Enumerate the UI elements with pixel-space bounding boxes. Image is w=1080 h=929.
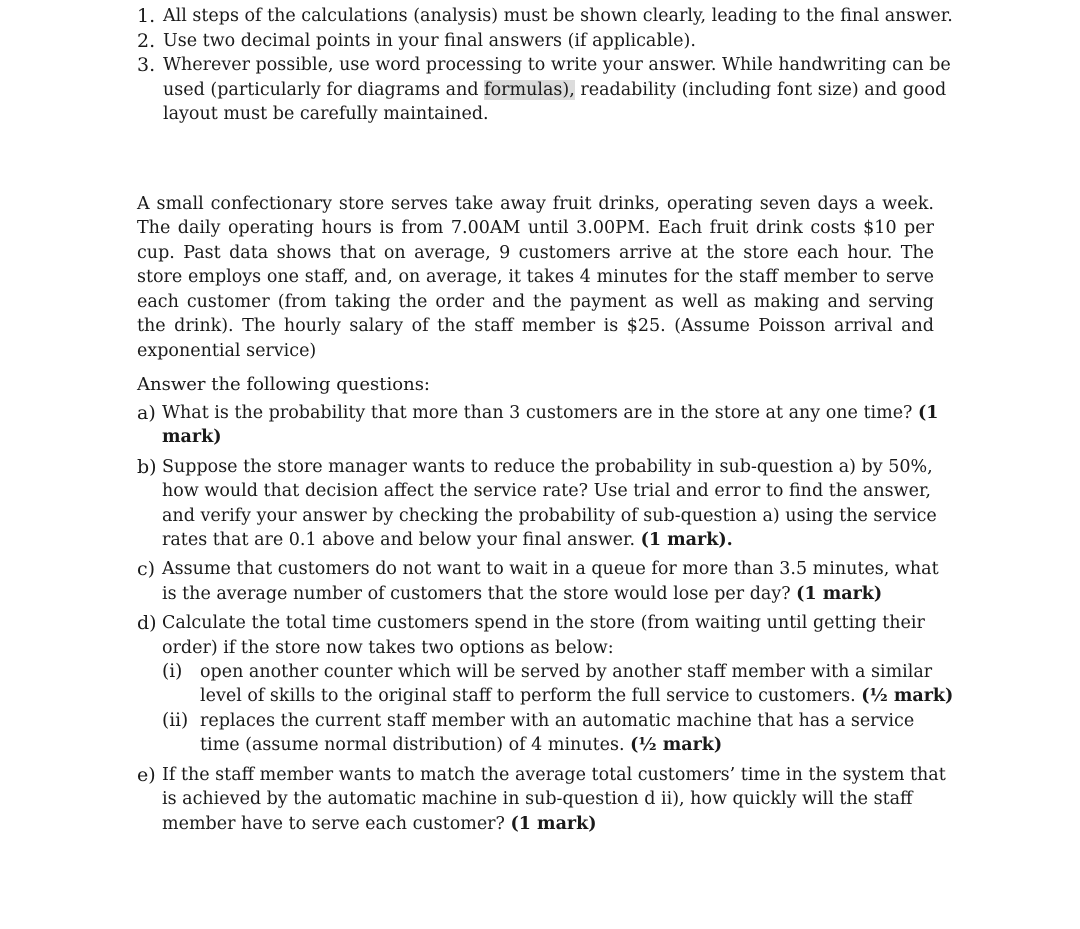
highlighted-text: formulas), bbox=[484, 79, 575, 100]
mark-label: (1 mark) bbox=[510, 813, 597, 834]
sub-question-text: replaces the current staff member with an automatic machine that has a service time (assume normal distribution) of 4 minutes. bbox=[200, 710, 915, 756]
scenario-paragraph: A small confectionary store serves take away fruit drinks, operating seven days a week. The daily operating hours is from 7.00AM until 3.00PM. Each fruit drink costs $10 per cup. Past data shows that on average, 9 customers arrive at the store each hour. The store employs one staff, and, on average, it takes 4 minutes for the staff member to serve each customer (from taking the order and the payment as well as making and serving the drink). The hourly salary of the staff member is $25. (Assume Poisson arrival and exponential service) bbox=[137, 193, 934, 361]
question-text: Assume that customers do not want to wait in a queue for more than 3.5 minutes, what is the average number of customers that the store would lose per day? bbox=[162, 559, 939, 604]
instruction-text: Wherever possible, use word processing to write your answer. While handwriting can be used (particularly for diagrams and bbox=[163, 55, 951, 100]
instruction-text: Use two decimal points in your final answers (if applicable). bbox=[163, 30, 696, 51]
sub-question-ii bbox=[162, 709, 957, 758]
question-text: What is the probability that more than 3 customers are in the store at any one time? bbox=[162, 403, 918, 423]
instruction-number: 3. bbox=[137, 54, 156, 76]
instruction-text: All steps of the calculations (analysis) must be shown clearly, leading to the final answer. bbox=[163, 6, 953, 26]
instruction-item bbox=[137, 29, 957, 54]
question-label: a) bbox=[137, 402, 156, 424]
question-label: e) bbox=[137, 763, 156, 786]
answer-intro: Answer the following questions: bbox=[137, 374, 430, 395]
mark-label: (½ mark) bbox=[630, 735, 723, 756]
mark-label: (½ mark) bbox=[861, 686, 954, 707]
question-e bbox=[137, 763, 957, 836]
sub-question-label: (i) bbox=[162, 661, 183, 683]
sub-question-label: (ii) bbox=[162, 709, 189, 731]
mark-label: (1 mark). bbox=[640, 530, 733, 551]
instructions-list bbox=[137, 4, 957, 127]
mark-label: (1 mark) bbox=[796, 583, 883, 604]
questions-list bbox=[137, 401, 957, 836]
question-label: c) bbox=[137, 558, 156, 581]
question-label: b) bbox=[137, 455, 157, 478]
instruction-item bbox=[137, 53, 957, 127]
question-label: d) bbox=[137, 612, 157, 635]
mark-label: (1 mark) bbox=[162, 403, 939, 448]
question-b bbox=[137, 455, 957, 553]
sub-question-i bbox=[162, 660, 957, 709]
instruction-item bbox=[137, 4, 957, 29]
sub-question-text: open another counter which will be served by another staff member with a similar level of skills to the original staff to perform the full service to customers. bbox=[200, 662, 933, 707]
instruction-number: 1. bbox=[137, 5, 156, 27]
question-text: If the staff member wants to match the average total customers’ time in the system that is achieved by the automatic machine in sub-question d ii), how quickly will the staff member have to serve each customer? bbox=[162, 764, 946, 834]
question-text: Calculate the total time customers spend in the store (from waiting until getting their order) if the store now takes two options as below: bbox=[162, 613, 925, 658]
sub-question-list bbox=[162, 660, 957, 758]
question-d bbox=[137, 611, 957, 757]
assignment-page bbox=[137, 4, 957, 841]
instruction-number: 2. bbox=[137, 29, 156, 52]
instruction-text: readability (including font size) and good layout must be carefully maintained. bbox=[163, 79, 947, 124]
question-text: Suppose the store manager wants to reduce the probability in sub-question a) by 50%, how would that decision affect the service rate? Use trial and error to find the answer, and verify your answer by checking the probability of sub-question a) using the service rates that are 0.1 above and below your final answer. bbox=[162, 456, 937, 551]
question-c bbox=[137, 557, 957, 606]
question-a bbox=[137, 401, 957, 450]
